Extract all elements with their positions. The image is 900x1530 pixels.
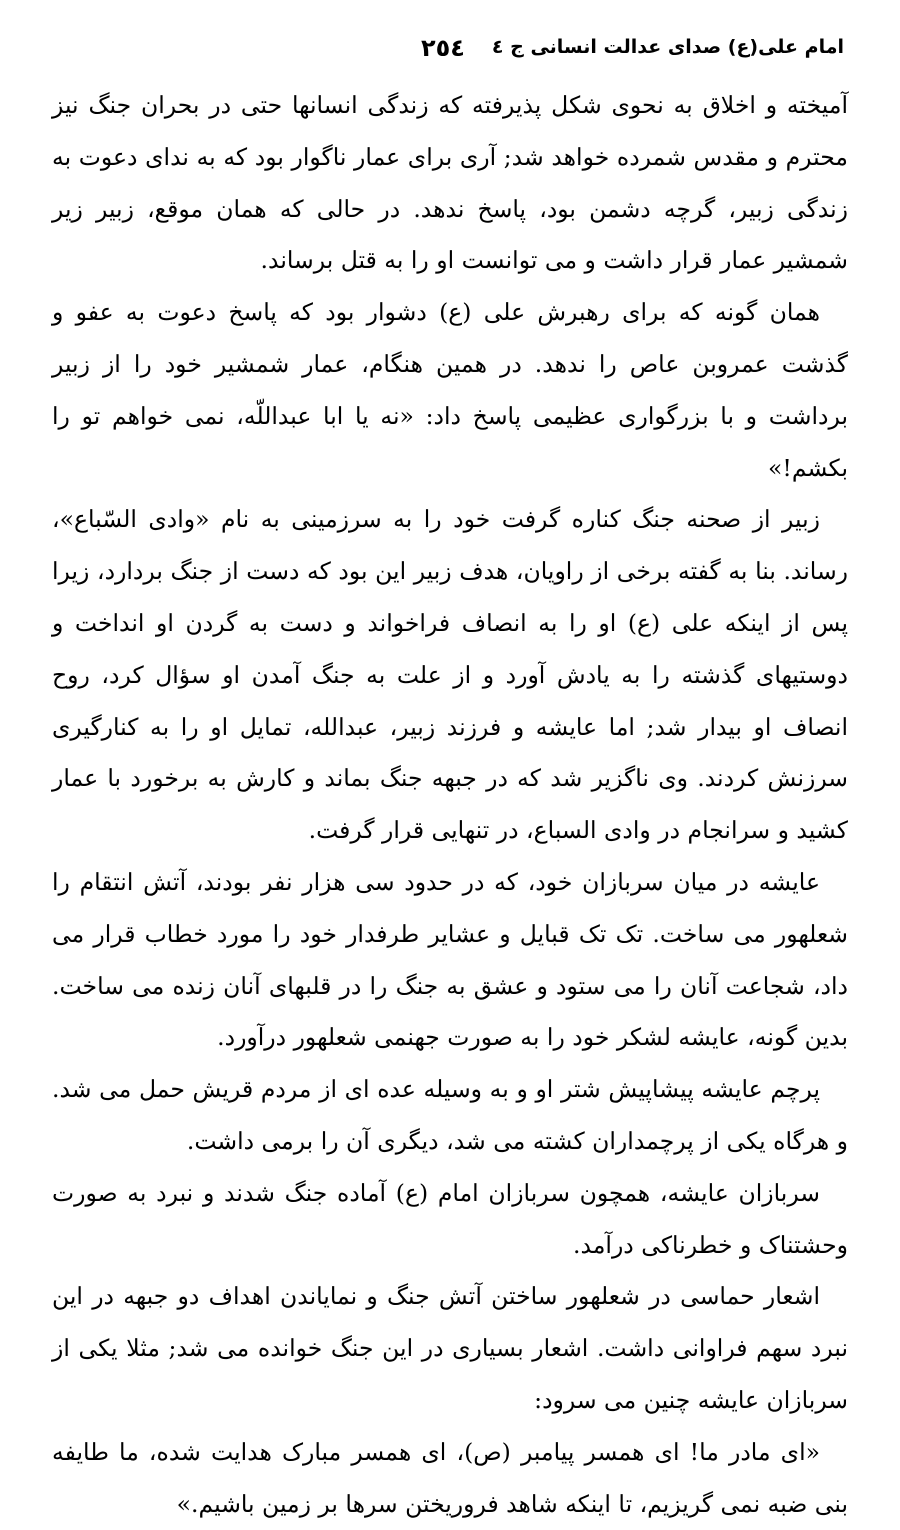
paragraph: اشعار حماسی در شعلهور ساختن آتش جنگ و نمایاندن اهداف دو جبهه در این نبرد سهم فراوانی داشت. اشعار بسیاری در این جنگ خوانده می شد; مثلا یکی از سربازان عایشه چنین می سرود: — [52, 1282, 848, 1414]
page-header — [56, 34, 844, 74]
page-number: ٢٥٤ — [421, 34, 465, 62]
body-text — [52, 80, 848, 1530]
paragraph: زبیر از صحنه جنگ کناره گرفت خود را به سرزمینی به نام «وادی السّباع»، رساند. بنا به گفته برخی از راویان، هدف زبیر این بود که دست از جنگ بردارد، زیرا پس از اینکه علی (ع) او را به انصاف فراخواند و دست به گردن او انداخت و دوستیهای گذشته را به یادش آورد و از علت به جنگ آمدن او سؤال کرد، روح انصاف او بیدار شد; اما عایشه و فرزند زبیر، عبدالله، تمایل او را به کنارگیری سرزنش کردند. وی ناگزیر شد که در جبهه جنگ بماند و کارش به برخورد با عمار کشید و سرانجام در وادی السباع، در تنهایی قرار گرفت. — [52, 505, 848, 845]
paragraph: آمیخته و اخلاق به نحوی شکل پذیرفته که زندگی انسانها حتی در بحران جنگ نیز محترم و مقدس شمرده خواهد شد; آری برای عمار ناگوار بود که به ندای دعوت به زندگی زبیر، گرچه دشمن بود، پاسخ ندهد. در حالی که همان موقع، زبیر زیر شمشیر عمار قرار داشت و می توانست او را به قتل برساند. — [52, 91, 848, 275]
paragraph: عایشه در میان سربازان خود، که در حدود سی هزار نفر بودند، آتش انتقام را شعلهور می ساخت. تک تک قبایل و عشایر طرفدار خود را مورد خطاب قرار می داد، شجاعت آنان را می ستود و عشق به جنگ را در قلبهای آنان زنده می ساخت. بدین گونه، عایشه لشکر خود را به صورت جهنمی شعلهور درآورد. — [52, 867, 848, 1052]
running-title: امام علی(ع) صدای عدالت انسانی ج ٤ — [491, 36, 844, 58]
paragraph: پرچم عایشه پیشاپیش شتر او و به وسیله عده ای از مردم قریش حمل می شد. و هرگاه یکی از پرچمداران کشته می شد، دیگری آن را برمی داشت. — [52, 1075, 848, 1155]
paragraph: سربازان عایشه، همچون سربازان امام (ع) آماده جنگ شدند و نبرد به صورت وحشتناک و خطرناکی درآمد. — [52, 1178, 848, 1259]
quote-paragraph: «ای مادر ما! ای همسر پیامبر (ص)، ای همسر مبارک هدایت شده، ما طایفه بنی ضبه نمی گریزیم، تا اینکه شاهد فروریختن سرها بر زمین باشیم.» — [52, 1437, 848, 1518]
paragraph: همان گونه که برای رهبرش علی (ع) دشوار بود که پاسخ دعوت به عفو و گذشت عمروبن عاص را ندهد. در همین هنگام، عمار شمشیر خود را از زبیر برداشت و با بزرگواری عظیمی پاسخ داد: «نه یا ابا عبداللّه، نمی خواهم تو را بکشم!» — [52, 298, 848, 482]
